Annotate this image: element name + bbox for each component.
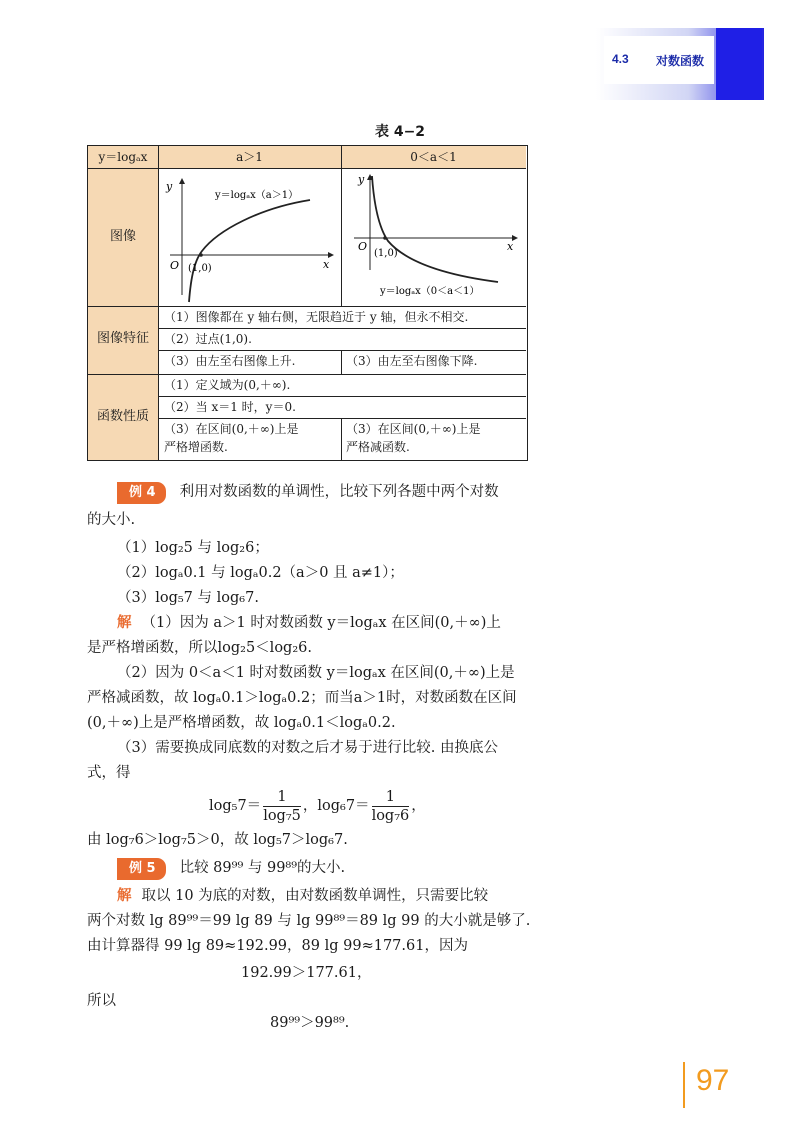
solution-4-line-6: （3）需要换成同底数的对数之后才易于进行比较. 由换底公 bbox=[117, 740, 498, 756]
y-axis-label: y bbox=[166, 180, 173, 193]
x-axis-label: x bbox=[507, 240, 514, 253]
property-3-increase-l1: （3）在区间(0,＋∞)上是 bbox=[164, 422, 299, 436]
y-axis-label: y bbox=[358, 173, 365, 186]
property-3-increase-l2: 严格增函数. bbox=[164, 440, 228, 454]
graph-decreasing bbox=[344, 170, 524, 304]
origin-label: O bbox=[170, 259, 180, 272]
point-label: (1,0) bbox=[188, 263, 212, 274]
solution-text: 取以 10 为底的对数，由对数函数单调性，只需要比较 bbox=[141, 888, 489, 904]
col-head-a-lt-1: 0＜a＜1 bbox=[410, 150, 457, 164]
solution-text: （1）因为 a＞1 时对数函数 y＝logₐx 在区间(0,＋∞)上 bbox=[141, 615, 501, 631]
curve-label: y＝logₐx（a＞1） bbox=[215, 190, 299, 201]
solution-4-line-8: 由 log₇6＞log₇5＞0，故 log₅7＞log₆7. bbox=[87, 832, 348, 848]
page-number-bar bbox=[683, 1062, 685, 1108]
property-3-decrease-l1: （3）在区间(0,＋∞)上是 bbox=[346, 422, 481, 436]
change-of-base-formula bbox=[209, 787, 426, 825]
table-caption: 表 4−2 bbox=[374, 124, 426, 140]
solution-label: 解 bbox=[117, 888, 132, 904]
property-1: （1）定义域为(0,＋∞). bbox=[164, 378, 291, 392]
solution-5-line-3: 由计算器得 99 lg 89≈192.99，89 lg 99≈177.61，因为 bbox=[87, 938, 468, 954]
formula-1-lhs: log₅7＝ bbox=[209, 798, 262, 814]
solution-label: 解 bbox=[117, 615, 132, 631]
curve-label: y＝logₐx（0＜a＜1） bbox=[380, 286, 480, 297]
fraction-2-den: log₇6 bbox=[371, 807, 410, 824]
origin-label: O bbox=[358, 240, 368, 253]
solution-5-line-4: 所以 bbox=[87, 993, 116, 1009]
example-5-question bbox=[117, 858, 345, 880]
log-function-table bbox=[87, 145, 528, 461]
section-title: 对数函数 bbox=[656, 54, 705, 68]
x-axis-label: x bbox=[323, 258, 330, 271]
formula-end: ， bbox=[411, 798, 426, 814]
fraction-1-den: log₇5 bbox=[263, 807, 301, 824]
example-4-item-2: （2）logₐ0.1 与 logₐ0.2（a＞0 且 a≠1）； bbox=[117, 565, 404, 581]
solution-4-line-2: 是严格增函数，所以log₂5＜log₂6. bbox=[87, 640, 312, 656]
page-number: 97 bbox=[696, 1064, 730, 1097]
example-4-badge: 例 4 bbox=[117, 482, 166, 504]
col-head-a-gt-1: a＞1 bbox=[236, 150, 263, 164]
fraction-2 bbox=[372, 788, 410, 825]
graph-increasing bbox=[160, 170, 340, 304]
feature-3-increase: （3）由左至右图像上升. bbox=[164, 354, 296, 368]
section-number: 4.3 bbox=[612, 52, 629, 66]
example-4-question bbox=[117, 482, 499, 504]
solution-5-eq-2: 89⁹⁹＞99⁸⁹. bbox=[270, 1015, 350, 1031]
point-label: (1,0) bbox=[374, 248, 398, 259]
solution-5-eq-1: 192.99＞177.61， bbox=[241, 965, 372, 981]
property-2: （2）当 x＝1 时，y＝0. bbox=[164, 400, 296, 414]
solution-4-line-5: (0,＋∞)上是严格增函数，故 logₐ0.1＜logₐ0.2. bbox=[87, 715, 396, 731]
example-4-item-1: （1）log₂5 与 log₂6； bbox=[117, 540, 269, 556]
property-3-decrease-l2: 严格减函数. bbox=[346, 440, 410, 454]
header-bar bbox=[716, 28, 762, 100]
fraction-2-num: 1 bbox=[372, 788, 410, 807]
feature-1: （1）图像都在 y 轴右侧，无限趋近于 y 轴，但永不相交. bbox=[164, 310, 469, 324]
row-label-graph: 图像 bbox=[109, 229, 136, 244]
row-label-properties: 函数性质 bbox=[96, 409, 149, 424]
example-4-item-3: （3）log₅7 与 log₆7. bbox=[117, 590, 259, 606]
example-4-text: 利用对数函数的单调性，比较下列各题中两个对数 bbox=[179, 484, 499, 500]
row-label-features: 图像特征 bbox=[96, 331, 149, 346]
formula-sep: ， bbox=[302, 798, 318, 814]
example-5-text: 比较 89⁹⁹ 与 99⁸⁹的大小. bbox=[179, 860, 346, 876]
solution-5-line-1 bbox=[117, 886, 488, 906]
solution-4-line-3: （2）因为 0＜a＜1 时对数函数 y＝logₐx 在区间(0,＋∞)上是 bbox=[117, 665, 515, 681]
solution-5-line-2: 两个对数 lg 89⁹⁹＝99 lg 89 与 lg 99⁸⁹＝89 lg 99 的大小就是够了. bbox=[87, 913, 531, 929]
table-corner: y＝logₐx bbox=[98, 150, 148, 164]
solution-4-line-7: 式，得 bbox=[87, 765, 131, 781]
example-5-badge: 例 5 bbox=[117, 858, 166, 880]
feature-3-decrease: （3）由左至右图像下降. bbox=[346, 354, 478, 368]
solution-4-line-1 bbox=[117, 613, 501, 633]
fraction-1 bbox=[263, 788, 301, 825]
feature-2: （2）过点(1,0). bbox=[164, 332, 252, 346]
formula-2-lhs: log₆7＝ bbox=[317, 798, 370, 814]
solution-4-line-4: 严格减函数，故 logₐ0.1＞logₐ0.2；而当a＞1时，对数函数在区间 bbox=[87, 690, 517, 706]
example-4-question-l2: 的大小. bbox=[87, 512, 136, 528]
fraction-1-num: 1 bbox=[263, 788, 301, 807]
